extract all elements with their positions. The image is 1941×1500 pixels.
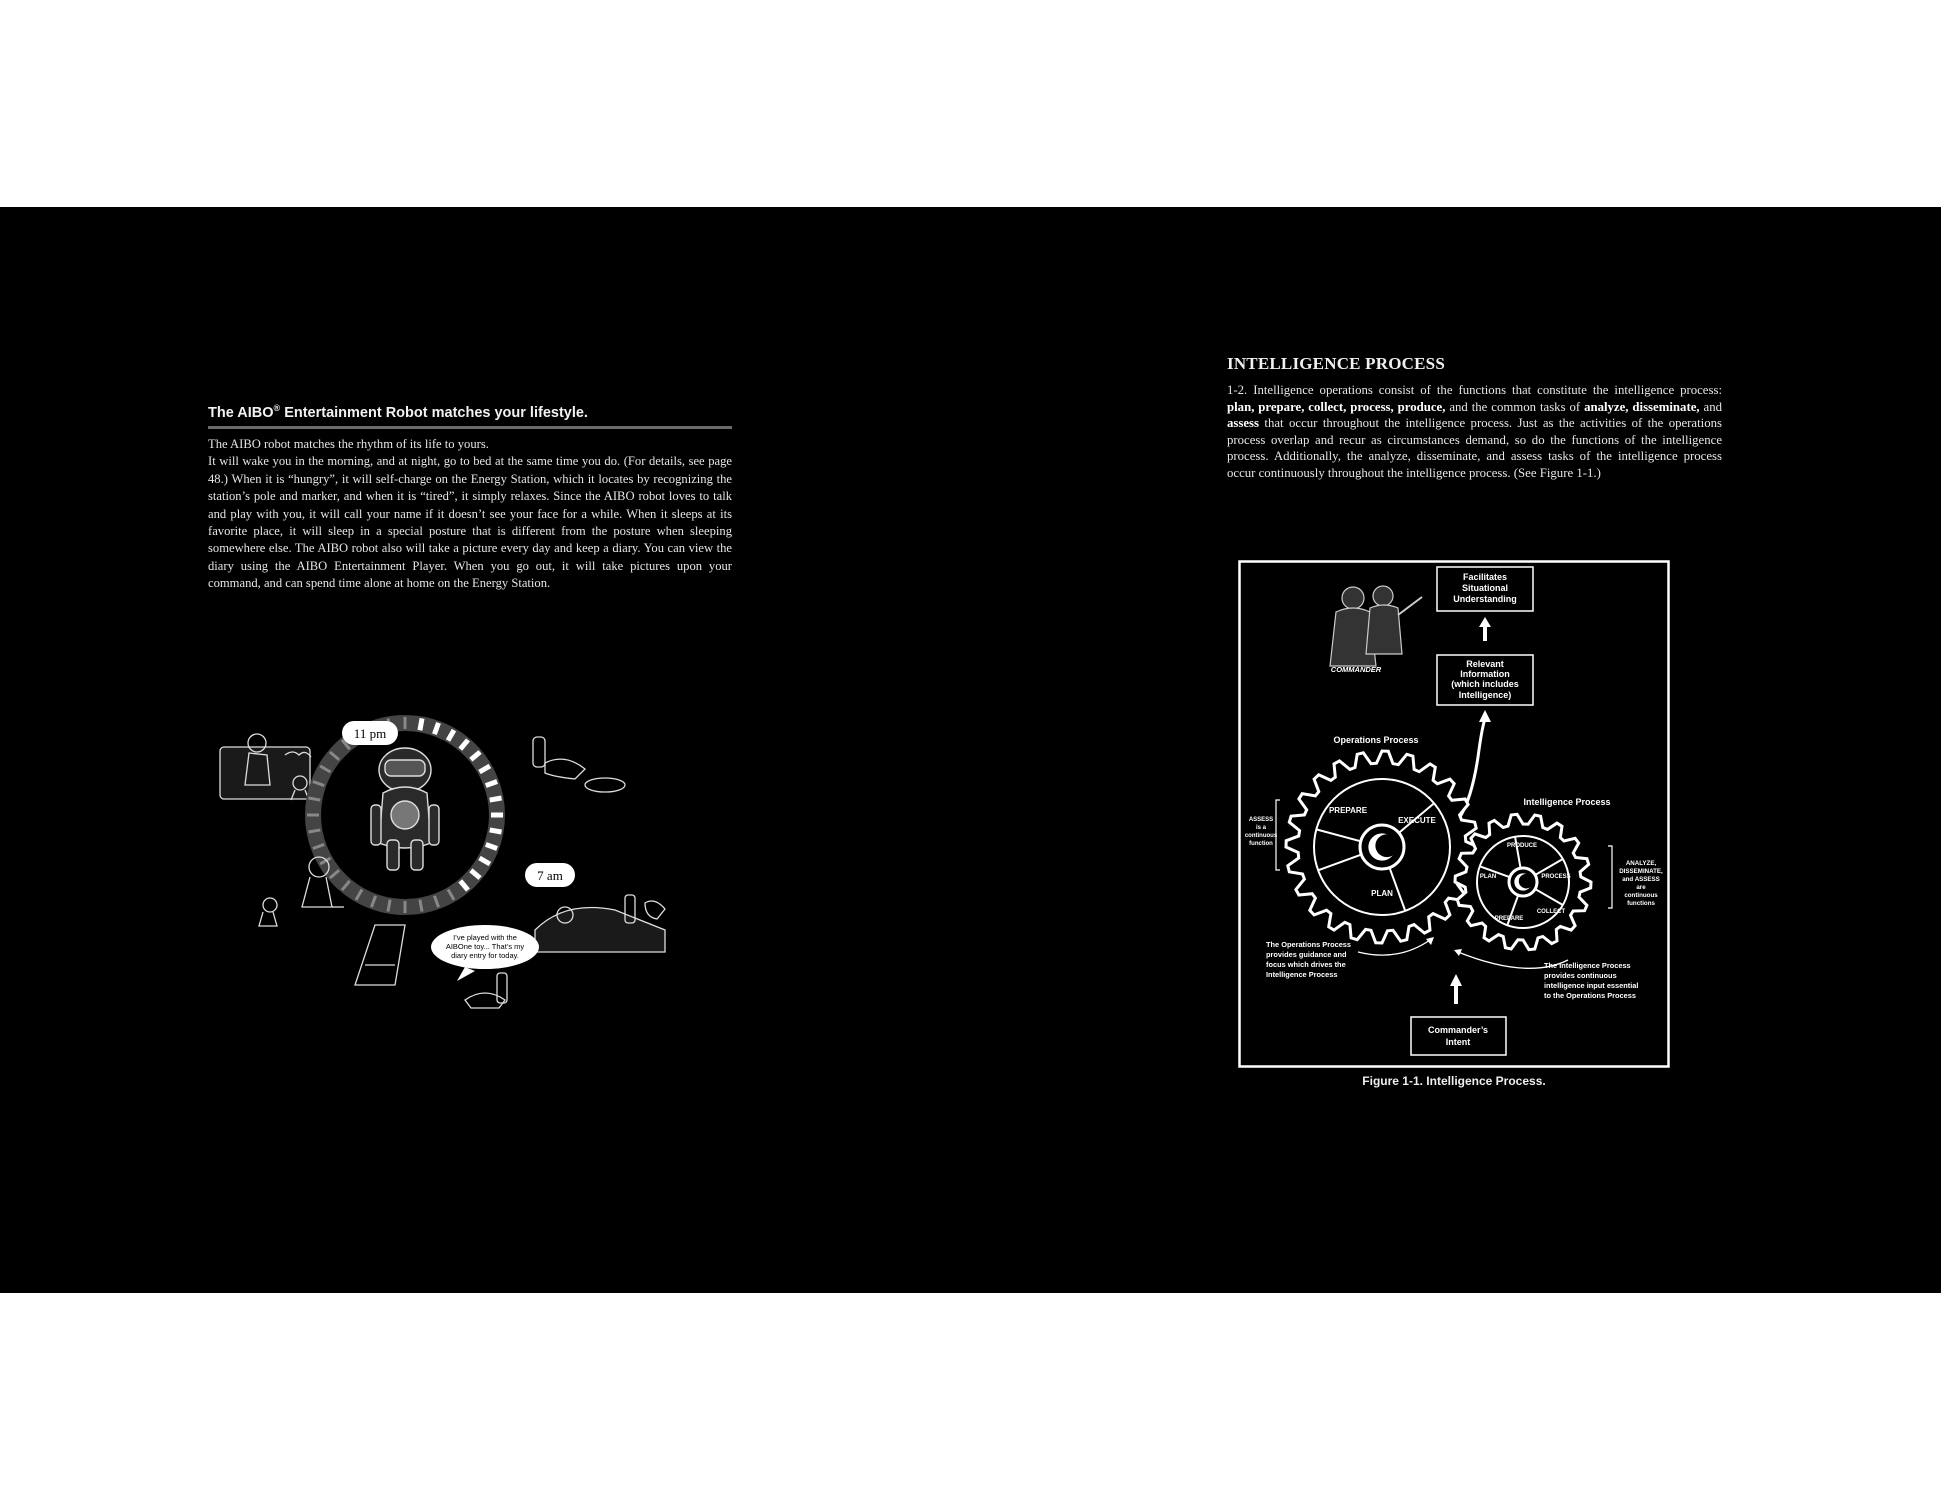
intelligence-process-note — [1544, 961, 1638, 1000]
svg-text:and ASSESS: and ASSESS — [1622, 876, 1660, 883]
svg-text:focus which drives the: focus which drives the — [1266, 960, 1346, 969]
operations-process-title: Operations Process — [1333, 735, 1419, 745]
svg-text:intelligence input essential: intelligence input essential — [1544, 981, 1639, 990]
svg-text:PREPARE: PREPARE — [1328, 806, 1368, 815]
svg-text:PROCESS: PROCESS — [1541, 874, 1571, 880]
intelligence-process-title: Intelligence Process — [1523, 797, 1611, 807]
svg-text:AIBOne toy... That’s my: AIBOne toy... That’s my — [445, 942, 525, 951]
svg-text:Information: Information — [1460, 669, 1510, 679]
svg-text:are: are — [1636, 884, 1646, 891]
sofa-scene-illustration — [220, 734, 311, 800]
facilitates-box — [1437, 567, 1533, 611]
svg-text:The Intelligence Process: The Intelligence Process — [1544, 961, 1631, 970]
svg-text:PREPARE: PREPARE — [1494, 916, 1524, 922]
svg-text:I’ve played with the: I’ve played with the — [453, 933, 517, 942]
svg-text:diary entry for today.: diary entry for today. — [451, 951, 519, 960]
aibo-robot-drawing — [371, 748, 439, 870]
svg-text:provides continuous: provides continuous — [1544, 971, 1617, 980]
svg-text:DISSEMINATE,: DISSEMINATE, — [1619, 868, 1663, 875]
diary-speech-bubble — [431, 925, 539, 981]
left-page-title: The AIBO® Entertainment Robot matches your lifestyle. — [208, 403, 588, 421]
svg-text:function: function — [1249, 841, 1273, 847]
svg-text:PRODUCE: PRODUCE — [1506, 843, 1538, 849]
aibo-lying-drawing — [533, 737, 625, 792]
svg-text:PLAN: PLAN — [1479, 874, 1497, 880]
intelligence-process-heading: INTELLIGENCE PROCESS — [1227, 354, 1445, 373]
svg-text:Intelligence): Intelligence) — [1458, 690, 1512, 700]
svg-text:continuous: continuous — [1624, 892, 1658, 899]
commanders-intent-box — [1411, 1017, 1506, 1055]
svg-text:ANALYZE,: ANALYZE, — [1625, 860, 1657, 867]
intelligence-process-figure — [1238, 560, 1670, 1068]
relevant-information-box — [1437, 655, 1533, 705]
label-11pm — [342, 721, 398, 745]
left-paragraph-intro: The AIBO robot matches the rhythm of its life to yours. — [208, 437, 489, 451]
aibo-daily-cycle-illustration — [215, 715, 675, 1025]
left-body-text — [208, 436, 732, 593]
svg-text:functions: functions — [1627, 900, 1655, 907]
svg-text:Understanding: Understanding — [1453, 594, 1517, 604]
svg-text:Situational: Situational — [1461, 583, 1509, 593]
left-paragraph-details: It will wake you in the morning, and at night, go to bed at the same time you do. (For details, see page 48.) When it is “hungry”, it will self-charge on the Energy Station, which it locates by recognizing the station’s pole and marker, and when it is “tired”, it simply relaxes. Since the AIBO robot loves to talk and play with you, it will call your name if it doesn’t see your face for a while. When it sleeps at its favorite place, it will sleep in a special posture that is different from the posture when sleeping somewhere else. The AIBO robot also will take a picture every day and keep a diary. You can view the diary using the AIBO Entertainment Player. When you go out, it will take pictures upon your command, and can spend time alone at home on the Energy Station. — [208, 454, 732, 591]
figure-caption: Figure 1-1. Intelligence Process. — [1362, 1074, 1546, 1088]
svg-text:ASSESS: ASSESS — [1248, 817, 1274, 823]
title-divider — [208, 426, 732, 429]
svg-text:Intelligence Process: Intelligence Process — [1266, 970, 1338, 979]
svg-text:is a: is a — [1255, 825, 1267, 831]
svg-text:Intent: Intent — [1445, 1037, 1471, 1047]
operations-process-gear — [1286, 751, 1478, 943]
svg-text:11 pm: 11 pm — [353, 726, 387, 741]
svg-text:PLAN: PLAN — [1371, 889, 1393, 898]
svg-text:Facilitates: Facilitates — [1462, 572, 1508, 582]
svg-text:continuous: continuous — [1244, 833, 1278, 839]
svg-text:The Operations Process: The Operations Process — [1266, 940, 1352, 949]
svg-text:EXECUTE: EXECUTE — [1398, 816, 1436, 825]
intelligence-process-paragraph: 1-2. Intelligence operations consist of the functions that constitute the intelligence process: plan, prepare, collect, process, produce, and the common tasks of analyze, disseminate, and assess that occur throughout the intelligence process. Just as the activities of the operations process overlap and recur as circumstances demand, so do the functions of the intelligence process. Additionally, the analyze, disseminate, and assess tasks of the intelligence process occur continuously throughout the intelligence process. (See Figure 1-1.) — [1227, 383, 1722, 480]
svg-text:COLLECT: COLLECT — [1536, 909, 1566, 915]
label-7am — [525, 863, 575, 887]
svg-text:Relevant: Relevant — [1466, 659, 1504, 669]
commander-label: COMMANDER — [1330, 665, 1382, 674]
svg-text:Commander’s: Commander’s — [1427, 1025, 1489, 1035]
registered-mark: ® — [273, 403, 281, 413]
svg-text:provides guidance and: provides guidance and — [1266, 950, 1347, 959]
svg-text:(which includes: (which includes — [1451, 679, 1519, 689]
svg-text:7 am: 7 am — [537, 868, 563, 883]
bed-scene-drawing — [535, 895, 665, 952]
svg-text:to the Operations Process: to the Operations Process — [1544, 991, 1636, 1000]
